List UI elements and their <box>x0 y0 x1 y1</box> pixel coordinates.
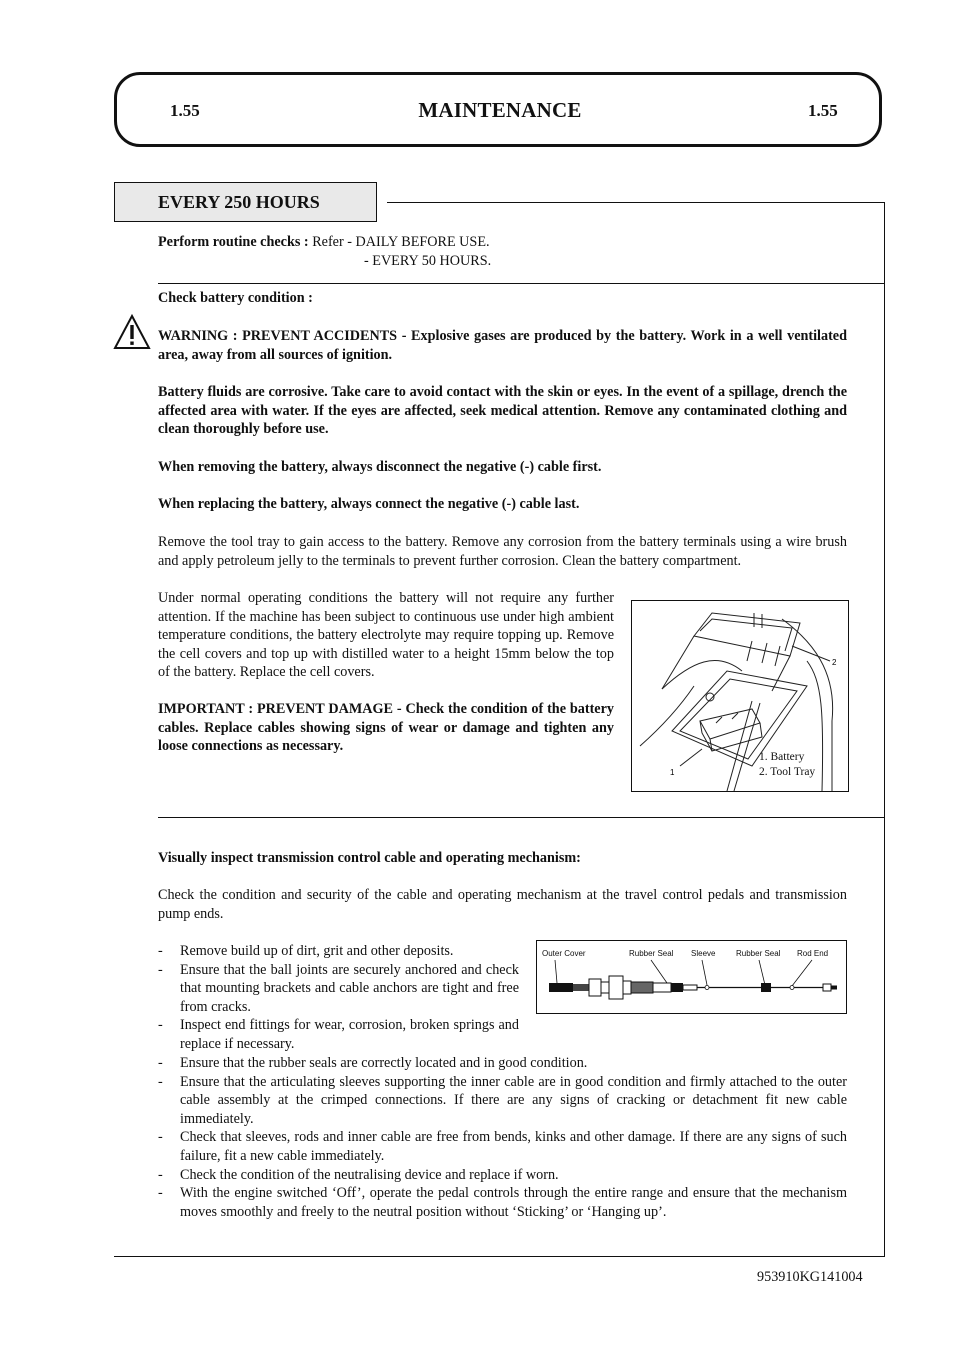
document-code: 953910KG141004 <box>757 1269 863 1285</box>
warning-triangle-icon <box>113 314 151 350</box>
divider-routine <box>158 283 884 284</box>
label-rubber-seal-1: Rubber Seal <box>629 949 674 958</box>
cable-checklist-bottom <box>158 1054 847 1221</box>
page-number-right: 1.55 <box>808 101 838 120</box>
cable-intro: Check the condition and security of the cable and operating mechanism at the travel control pedals and transmission pump ends. <box>158 887 847 922</box>
battery-fluids-warning: Battery fluids are corrosive. Take care to avoid contact with the skin or eyes. In the event of a spillage, drench the affected area with water. If the eyes are affected, seek medical attention. Remove any contaminated clothing and clean thoroughly before use. <box>158 384 847 438</box>
battery-figure <box>631 600 849 792</box>
routine-label: Perform routine checks : <box>158 234 309 250</box>
label-rod-end: Rod End <box>797 949 829 958</box>
list-item: - Ensure that the ball joints are securely anchored and check that mounting brackets and cable anchors are tight and free from cracks. <box>158 961 519 1017</box>
section-title: EVERY 250 HOURS <box>114 182 377 222</box>
routine-refer-50-hours: - EVERY 50 HOURS. <box>364 253 492 269</box>
frame-top-line <box>387 202 884 203</box>
label-outer-cover: Outer Cover <box>542 949 586 958</box>
battery-legend <box>759 750 815 780</box>
legend-tool-tray: 2. Tool Tray <box>759 766 816 778</box>
list-item: - Inspect end fittings for wear, corrosion, broken springs and replace if necessary. <box>158 1016 519 1053</box>
label-sleeve: Sleeve <box>691 949 716 958</box>
battery-important-note: IMPORTANT : PREVENT DAMAGE - Check the condition of the battery cables. Replace cables showing signs of wear or damage and tighten any loose connections as necessary. <box>158 701 614 755</box>
battery-warning: WARNING : PREVENT ACCIDENTS - Explosive gases are produced by the battery. Work in a well ventilated area, away from all sources of ignition. <box>158 328 847 363</box>
cable-figure <box>536 940 847 1014</box>
list-item: - Remove build up of dirt, grit and other deposits. <box>158 942 519 961</box>
frame-right-line <box>884 202 885 1257</box>
page-number-left: 1.55 <box>170 101 200 120</box>
divider-battery <box>158 817 884 818</box>
cable-heading: Visually inspect transmission control cable and operating mechanism: <box>158 850 581 866</box>
list-item: - Ensure that the rubber seals are correctly located and in good condition. <box>158 1054 847 1073</box>
routine-checks-line1 <box>158 233 858 252</box>
legend-battery: 1. Battery <box>759 751 805 763</box>
list-item: - With the engine switched ‘Off’, operate the pedal controls through the entire range and ensure that the mechanism moves smoothly and freely to the neutral position without ‘Sticking’ or ‘Hanging up’. <box>158 1184 847 1221</box>
battery-callout-2: 2 <box>832 658 837 667</box>
cable-checklist-top <box>158 942 519 1054</box>
control-cable-illustration <box>537 941 846 1013</box>
frame-bottom-line <box>114 1256 884 1257</box>
battery-heading: Check battery condition : <box>158 290 313 306</box>
list-item: - Check the condition of the neutralising device and replace if worn. <box>158 1166 847 1185</box>
battery-removing-note: When removing the battery, always disconnect the negative (-) cable first. <box>158 459 602 475</box>
list-item: - Check that sleeves, rods and inner cable are free from bends, kinks and other damage. If there are any signs of such failure, fit a new cable immediately. <box>158 1128 847 1165</box>
label-rubber-seal-2: Rubber Seal <box>736 949 781 958</box>
battery-operating-text: Under normal operating conditions the battery will not require any further attention. If the machine has been subject to continuous use under high ambient temperature conditions, the battery electrolyte may require topping up. Remove the cell covers and top up with distilled water to a height 15mm below the top of the battery. Replace the cell covers. <box>158 590 614 681</box>
battery-access-text: Remove the tool tray to gain access to the battery. Remove any corrosion from the battery terminals using a wire brush and apply petroleum jelly to the terminals to prevent further corrosion. Clean the battery compartment. <box>158 534 847 569</box>
battery-tool-tray-illustration <box>632 601 848 791</box>
routine-refer-daily: Refer - DAILY BEFORE USE. <box>312 234 490 250</box>
page-title: MAINTENANCE <box>418 98 582 122</box>
battery-callout-1: 1 <box>670 768 675 777</box>
list-item: - Ensure that the articulating sleeves supporting the inner cable are in good condition and firmly attached to the outer cable assembly at the crimped connections. If there are any signs of cracking or detachment fit new cable immediately. <box>158 1073 847 1129</box>
battery-replacing-note: When replacing the battery, always connect the negative (-) cable last. <box>158 496 580 512</box>
